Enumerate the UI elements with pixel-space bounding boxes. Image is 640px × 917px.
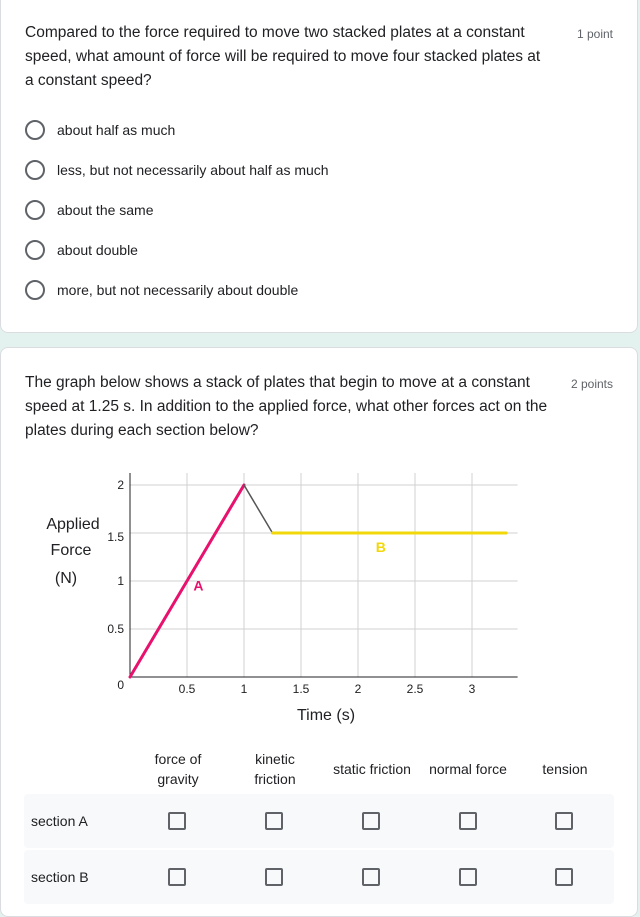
question-1-points: 1 point [576,27,613,41]
option-label: about double [57,242,138,258]
force-time-graph [0,460,640,730]
radio-button[interactable] [25,120,45,140]
option-label: about the same [57,202,154,218]
x-tick-label: 1 [240,682,248,696]
checkbox-b-static-friction[interactable] [362,868,380,886]
option-more[interactable] [25,279,298,301]
checkbox-a-tension[interactable] [555,812,573,830]
row-label: section A [31,813,88,829]
question-card-1 [0,0,638,333]
series-line-transition [244,485,273,533]
y-tick-label: 2 [117,478,124,492]
option-half[interactable] [25,119,175,141]
radio-button[interactable] [25,160,45,180]
option-label: more, but not necessarily about double [57,282,299,298]
section-label-B: B [375,539,386,556]
radio-button[interactable] [25,280,45,300]
x-tick-label: 0.5 [178,682,196,696]
section-label-A: A [193,577,204,594]
radio-button[interactable] [25,240,45,260]
radio-button[interactable] [25,200,45,220]
question-2-points: 2 points [570,377,613,391]
column-header: kinetic friction [254,751,296,787]
option-label: about half as much [57,122,176,138]
option-less[interactable] [25,159,329,181]
checkbox-a-kinetic-friction[interactable] [265,812,283,830]
checkbox-a-static-friction[interactable] [362,812,380,830]
y-axis-label-line: Force [50,542,92,559]
checkbox-b-normal-force[interactable] [459,868,477,886]
y-axis-label [46,516,99,587]
checkbox-b-tension[interactable] [555,868,573,886]
x-tick-label: 3 [468,682,476,696]
column-header: normal force [429,761,507,777]
checkbox-a-normal-force[interactable] [459,812,477,830]
y-tick-label: 1.5 [107,530,124,544]
y-tick-label: 0 [117,678,124,692]
checkbox-b-gravity[interactable] [168,868,186,886]
option-double[interactable] [25,239,138,261]
y-axis-label-line: (N) [54,570,78,587]
checkbox-b-kinetic-friction[interactable] [265,868,283,886]
column-header: tension [542,761,588,777]
grid-row-section-a [24,794,614,848]
x-axis-label: Time (s) [296,707,356,724]
row-label: section B [31,869,89,885]
y-tick-label: 0.5 [107,622,124,636]
question-1-text: Compared to the force required to move two stacked plates at a constant speed, what amount of force will be required to move four stacked plates at a constant speed? [25,24,541,89]
question-2-text: The graph below shows a stack of plates that begin to move at a constant speed at 1.25 s. In addition to the applied force, what other forces act on the plates during each section below? [25,374,548,439]
x-tick-label: 1.5 [292,682,310,696]
y-axis-label-line: Applied [46,516,100,533]
column-header: static friction [333,761,411,777]
grid-row-section-b [24,850,614,904]
y-tick-label: 1 [117,574,124,588]
column-header: force of gravity [154,751,202,787]
checkbox-a-gravity[interactable] [168,812,186,830]
x-tick-label: 2.5 [406,682,424,696]
option-same[interactable] [25,199,154,221]
option-label: less, but not necessarily about half as much [57,162,329,178]
x-tick-label: 2 [354,682,362,696]
